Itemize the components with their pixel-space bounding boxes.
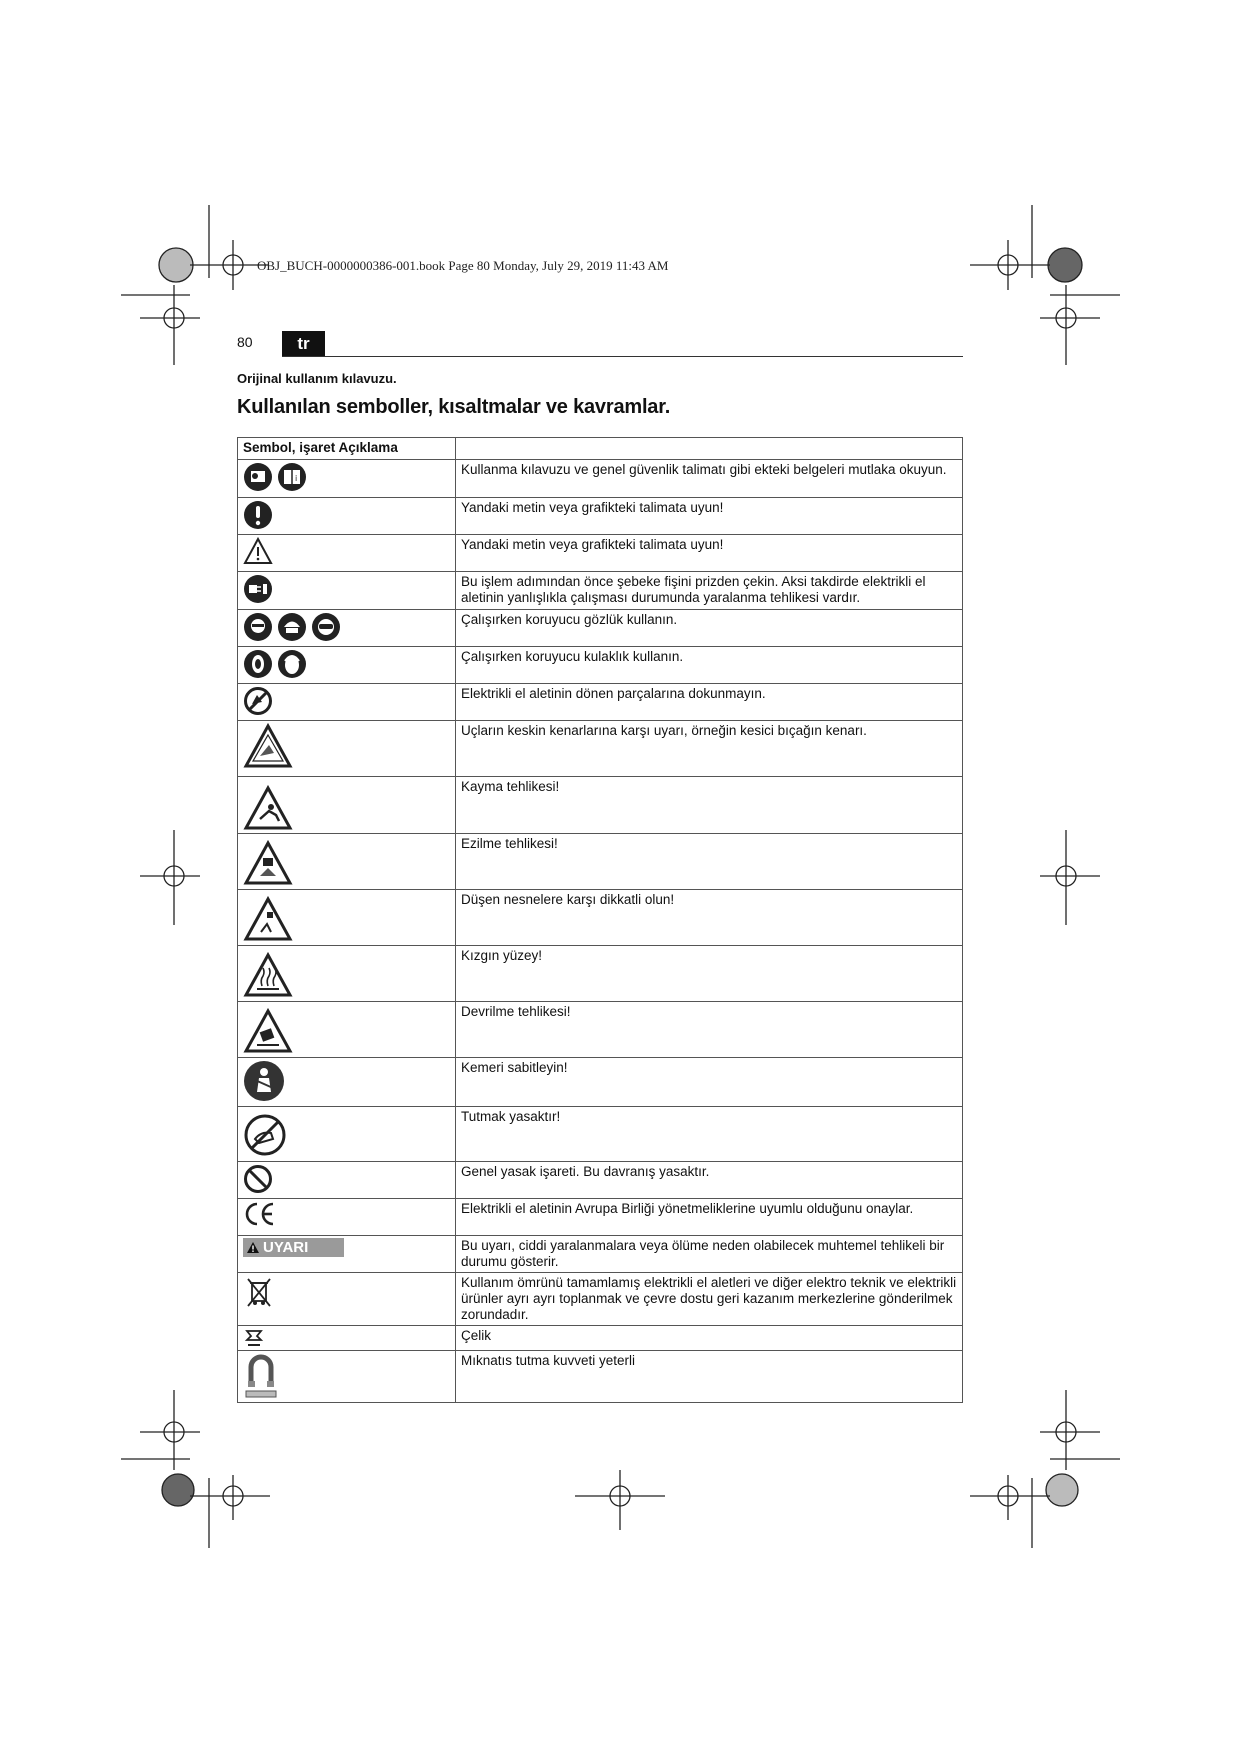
table-row — [238, 535, 963, 572]
row-description: Bu işlem adımından önce şebeke fişini prizden çekin. Aksi takdirde elektrikli el aletinin yanlışlıkla çalışması durumunda yaralanma tehlikesi vardır. — [456, 572, 963, 610]
row-description: Çalışırken koruyucu gözlük kullanın. — [456, 610, 963, 647]
row-description: Bu uyarı, ciddi yaralanmalara veya ölüme neden olabilecek muhtemel tehlikeli bir durumu gösterir. — [456, 1236, 963, 1273]
row-description: Çalışırken koruyucu kulaklık kullanın. — [456, 647, 963, 684]
warning-triangle-icon — [243, 537, 273, 565]
ear-protection-icon — [243, 649, 273, 679]
table-row — [238, 834, 963, 890]
row-description: Ezilme tehlikesi! — [456, 834, 963, 890]
sharp-edge-warning-icon — [243, 723, 293, 769]
row-description: Düşen nesnelere karşı dikkatli olun! — [456, 890, 963, 946]
table-row — [238, 647, 963, 684]
row-description: Kullanım ömrünü tamamlamış elektrikli el aletleri ve diğer elektro teknik ve elektrikli ürünler ayrı ayrı toplanmak ve çevre dostu geri kazanım merkezlerine gönderilmek zorundadır. — [456, 1273, 963, 1326]
steel-icon — [243, 1328, 265, 1348]
row-description: Elektrikli el aletinin Avrupa Birliği yönetmeliklerine uyumlu olduğunu onaylar. — [456, 1199, 963, 1236]
table-row — [238, 1107, 963, 1162]
row-description: Yandaki metin veya grafikteki talimata uyun! — [456, 535, 963, 572]
table-row — [238, 1273, 963, 1326]
no-grip-icon — [243, 1113, 287, 1157]
ear-muffs-icon — [277, 649, 307, 679]
row-description: Kızgın yüzey! — [456, 946, 963, 1002]
table-row — [238, 498, 963, 535]
exclamation-mandatory-icon — [243, 500, 273, 530]
weee-bin-icon — [243, 1275, 275, 1309]
page-title: Kullanılan semboller, kısaltmalar ve kavramlar. — [237, 396, 671, 418]
goggles-icon — [311, 612, 341, 642]
table-row — [238, 610, 963, 647]
table-row — [238, 721, 963, 777]
table-row — [238, 1326, 963, 1351]
page-number: 80 — [237, 334, 253, 350]
tipping-warning-icon — [243, 1008, 293, 1054]
svg-text:i: i — [295, 474, 298, 483]
language-tab: tr — [282, 331, 325, 357]
document-subtitle: Orijinal kullanım kılavuzu. — [237, 371, 397, 386]
row-description: Yandaki metin veya grafikteki talimata uyun! — [456, 498, 963, 535]
header-rule — [282, 356, 963, 357]
row-description: Genel yasak işareti. Bu davranış yasaktır. — [456, 1162, 963, 1199]
unplug-icon — [243, 574, 273, 604]
crush-warning-icon — [243, 840, 293, 886]
table-row — [238, 460, 963, 498]
warning-triangle-small-icon — [246, 1241, 260, 1254]
manual-book-icon — [277, 462, 307, 492]
symbol-table — [237, 437, 963, 1403]
fasten-belt-icon — [243, 1060, 285, 1102]
row-description: Kullanma kılavuzu ve genel güvenlik talimatı gibi ekteki belgeleri mutlaka okuyun. — [456, 460, 963, 498]
row-description: Uçların keskin kenarlarına karşı uyarı, örneğin kesici bıçağın kenarı. — [456, 721, 963, 777]
hot-surface-warning-icon — [243, 952, 293, 998]
table-row — [238, 777, 963, 834]
table-row — [238, 1162, 963, 1199]
table-row — [238, 572, 963, 610]
table-row — [238, 1351, 963, 1403]
row-description: Devrilme tehlikesi! — [456, 1002, 963, 1058]
table-row — [238, 684, 963, 721]
row-description: Kemeri sabitleyin! — [456, 1058, 963, 1107]
magnet-force-icon — [243, 1353, 279, 1399]
face-shield-icon — [243, 612, 273, 642]
prohibition-icon — [243, 1164, 273, 1194]
falling-objects-warning-icon — [243, 896, 293, 942]
table-header-row — [238, 438, 963, 460]
registration-mark-icon — [159, 248, 193, 282]
row-description: Elektrikli el aletinin dönen parçalarına dokunmayın. — [456, 684, 963, 721]
ce-mark-icon — [243, 1201, 277, 1227]
row-description: Çelik — [456, 1326, 963, 1351]
table-row — [238, 1236, 963, 1273]
table-row — [238, 946, 963, 1002]
row-description: Mıknatıs tutma kuvveti yeterli — [456, 1351, 963, 1403]
row-description: Kayma tehlikesi! — [456, 777, 963, 834]
slip-warning-icon — [243, 785, 293, 831]
read-manual-icon — [243, 462, 273, 492]
row-description: Tutmak yasaktır! — [456, 1107, 963, 1162]
table-header: Sembol, işaret Açıklama — [238, 438, 456, 460]
no-touch-rotating-icon — [243, 686, 273, 716]
table-row — [238, 1199, 963, 1236]
warning-label-icon — [243, 1238, 344, 1257]
print-slug: OBJ_BUCH-0000000386-001.book Page 80 Monday, July 29, 2019 11:43 AM — [257, 258, 669, 273]
table-row — [238, 1058, 963, 1107]
warning-label-text: UYARI — [263, 1239, 309, 1256]
table-row — [238, 890, 963, 946]
safety-helmet-icon — [277, 612, 307, 642]
table-row — [238, 1002, 963, 1058]
